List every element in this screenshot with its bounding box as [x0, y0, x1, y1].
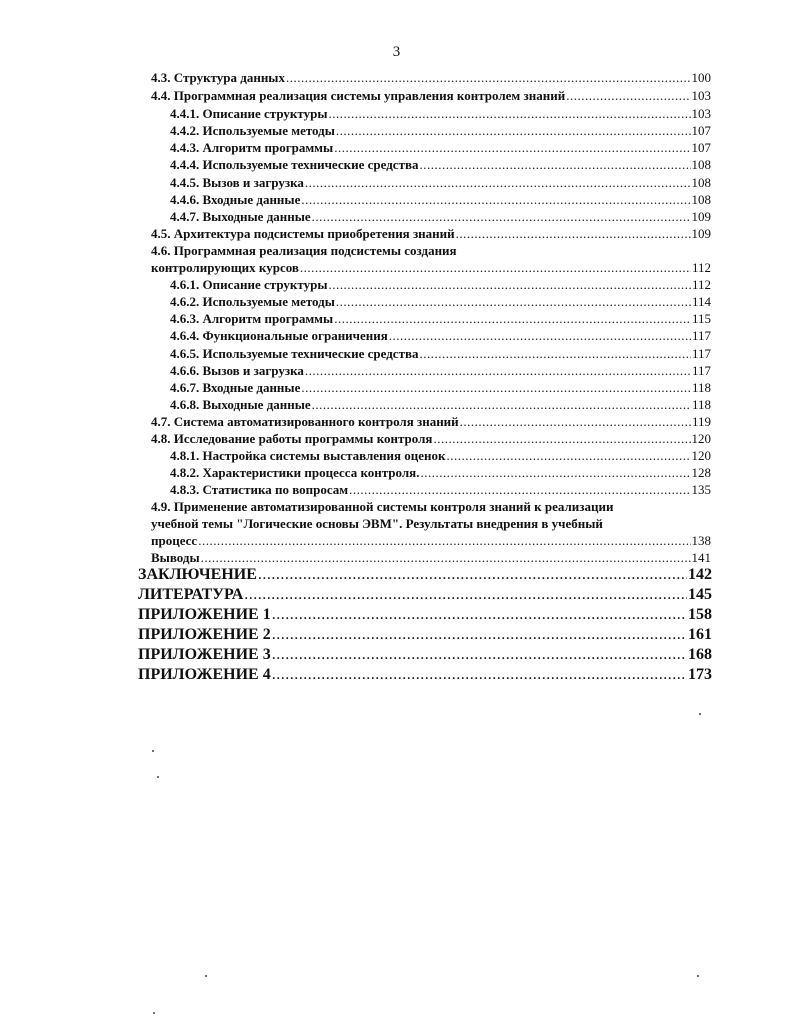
page-number: 3 [392, 44, 401, 60]
toc-entry-page: 103 [691, 106, 711, 121]
toc-entry [170, 122, 711, 139]
toc-entry-label: 4.6.1. Описание структуры [170, 277, 328, 292]
toc-entry-page: 108 [691, 175, 711, 190]
toc-entry-major [138, 565, 712, 585]
scan-speck [153, 1012, 155, 1014]
toc-entry [170, 156, 711, 173]
toc-entry [170, 379, 711, 396]
toc-entry-label: 4.5. Архитектура подсистемы приобретения знаний [151, 226, 455, 241]
toc-entry [170, 310, 711, 327]
toc-entry-label: 4.8. Исследование работы программы контроля [151, 431, 433, 446]
toc-entry-label: Выводы [151, 550, 200, 565]
toc-entry-label: ПРИЛОЖЕНИЕ 1 [138, 606, 271, 623]
toc-entry-label: 4.6.8. Выходные данные [170, 397, 311, 412]
toc-entry [151, 87, 711, 104]
toc-entry-page: 109 [691, 209, 711, 224]
toc-entry-label: 4.4.6. Входные данные [170, 192, 301, 207]
toc-entry-page: 120 [691, 448, 711, 463]
toc-entry-page: 142 [688, 566, 712, 583]
toc-entry-major [138, 585, 712, 605]
toc-entry [151, 549, 711, 566]
toc-entry-label: 4.6.2. Используемые методы [170, 294, 335, 309]
toc-entry-label: процесс [151, 533, 198, 548]
toc-entry-page: 138 [691, 533, 711, 548]
toc-entry-label: 4.6.4. Функциональные ограничения [170, 328, 388, 343]
toc-entry-page: 145 [688, 586, 712, 603]
toc-entry-label: 4.6.7. Входные данные [170, 380, 301, 395]
toc-entry-page: 168 [688, 646, 712, 663]
scan-speck [157, 776, 159, 778]
toc-entry-label: 4.4.5. Вызов и загрузка [170, 175, 304, 190]
toc-entry-label: 4.4.3. Алгоритм программы [170, 140, 334, 155]
toc-entry [151, 259, 711, 276]
toc-entry [170, 464, 711, 481]
toc-entry [151, 532, 711, 549]
toc-entry-major [138, 645, 712, 665]
toc-entry-page: 114 [691, 294, 711, 309]
toc-entry [151, 413, 711, 430]
toc-entry-label: 4.8.1. Настройка системы выставления оценок [170, 448, 446, 463]
toc-entry-page: 109 [691, 226, 711, 241]
toc-entry-page: 108 [691, 192, 711, 207]
scan-speck [699, 713, 701, 715]
toc-entry-major [138, 665, 712, 685]
toc-entry-label: 4.3. Структура данных [151, 70, 285, 85]
toc-entry-label: 4.4.7. Выходные данные [170, 209, 311, 224]
toc-entry-label: 4.8.3. Статистика по вопросам [170, 482, 349, 497]
toc-entry-label: ЗАКЛЮЧЕНИЕ [138, 566, 257, 583]
toc-entry-page: 117 [691, 363, 711, 378]
toc-entry-major [138, 605, 712, 625]
toc-entry-page: 120 [691, 431, 711, 446]
toc-entry-label: ЛИТЕРАТУРА [138, 586, 244, 603]
toc-entry-major [138, 625, 712, 645]
toc-entry-page: 107 [691, 123, 711, 138]
toc-entry-label: контролирующих курсов [151, 260, 299, 275]
toc-entry-page: 118 [691, 380, 711, 395]
toc-entry-page: 158 [688, 606, 712, 623]
toc-entry-label-line2: учебной темы "Логические основы ЭВМ". Результаты внедрения в учебный [151, 516, 603, 531]
toc-entry [170, 293, 711, 310]
toc-entry [170, 105, 711, 122]
toc-entry-page: 117 [691, 346, 711, 361]
scan-speck [205, 975, 207, 977]
toc-entry-label: 4.6.6. Вызов и загрузка [170, 363, 304, 378]
toc-entry-label-line1: 4.9. Применение автоматизированной системы контроля знаний к реализации [151, 499, 614, 514]
toc-entry-label: 4.6.5. Используемые технические средства [170, 346, 419, 361]
toc-entry [151, 225, 711, 242]
toc-entry-label: 4.8.2. Характеристики процесса контроля. [170, 465, 420, 480]
toc-entry [170, 276, 711, 293]
toc-entry-page: 112 [691, 260, 711, 275]
toc-entry-label: ПРИЛОЖЕНИЕ 2 [138, 626, 271, 643]
toc-entry [151, 430, 711, 447]
toc-entry-label: 4.4.2. Используемые методы [170, 123, 335, 138]
toc-entry-page: 103 [691, 88, 711, 103]
toc-entry-label: ПРИЛОЖЕНИЕ 3 [138, 646, 271, 663]
toc-entry-label: 4.4.4. Используемые технические средства [170, 157, 419, 172]
toc-entry-page: 128 [691, 465, 711, 480]
toc-entry [170, 396, 711, 413]
scan-speck [697, 975, 699, 977]
toc-entry-page: 112 [691, 277, 711, 292]
toc-entry-page: 107 [691, 140, 711, 155]
toc-entry-page: 161 [688, 626, 712, 643]
toc-entry [170, 481, 711, 498]
toc-entry-page: 135 [691, 482, 711, 497]
toc-entry [151, 69, 711, 86]
toc-entry-label: 4.4.1. Описание структуры [170, 106, 328, 121]
toc-entry [170, 362, 711, 379]
toc-entry-page: 108 [691, 157, 711, 172]
toc-entry-label: 4.4. Программная реализация системы управления контролем знаний [151, 88, 566, 103]
toc-entry-page: 100 [691, 70, 711, 85]
toc-entry-label: 4.7. Система автоматизированного контроля знаний [151, 414, 459, 429]
toc-entry [170, 191, 711, 208]
toc-entry-label-line1: 4.6. Программная реализация подсистемы создания [151, 243, 457, 258]
scan-speck [152, 750, 154, 752]
toc-entry [170, 345, 711, 362]
toc-entry-label: 4.6.3. Алгоритм программы [170, 311, 334, 326]
toc-entry [170, 447, 711, 464]
toc-entry-label: ПРИЛОЖЕНИЕ 4 [138, 666, 271, 683]
toc-entry-page: 118 [691, 397, 711, 412]
toc-entry-page: 115 [691, 311, 711, 326]
toc-entry [170, 327, 711, 344]
toc-entry-page: 119 [691, 414, 711, 429]
toc-entry-page: 141 [691, 550, 711, 565]
toc-entry [170, 139, 711, 156]
toc-entry-page: 117 [691, 328, 711, 343]
toc-entry-page: 173 [688, 666, 712, 683]
toc-entry [170, 208, 711, 225]
toc-entry [170, 174, 711, 191]
